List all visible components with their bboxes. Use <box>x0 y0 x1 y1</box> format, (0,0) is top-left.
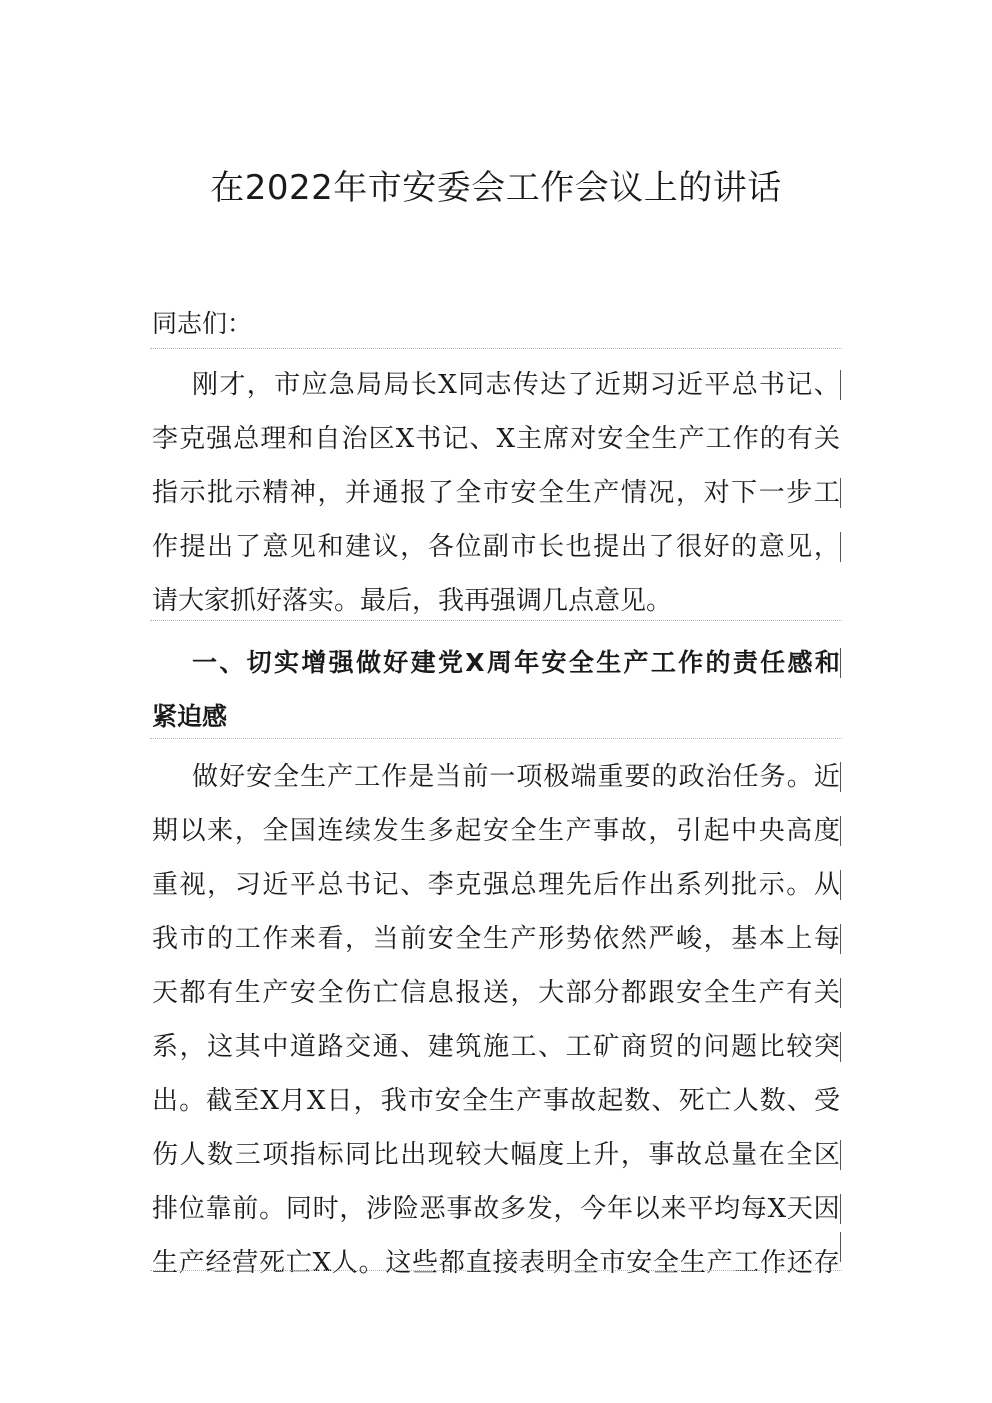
paragraph-line: 系 ， 这 其 中 道 路 交 通 、 建 筑 施 工 、 工 矿 商 贸 的 问 题 比 较 突 <box>152 1032 840 1062</box>
paragraph-line: 指 示 批 示 精 神 ， 并 通 报 了 全 市 安 全 生 产 情 况 ， 对 下 一 步 工 <box>152 478 840 508</box>
paragraph-line: 做 好 安 全 生 产 工 作 是 当 前 一 项 极 端 重 要 的 政 治 任 务 。 近 <box>192 762 840 792</box>
paragraph-line: 伤 人 数 三 项 指 标 同 比 出 现 较 大 幅 度 上 升 ， 事 故 总 量 在 全 区 <box>152 1140 840 1170</box>
paragraph-1 <box>152 358 840 628</box>
document-title: 在2022年市安委会工作会议上的讲话 <box>210 168 782 208</box>
dotted-rule <box>150 1270 842 1271</box>
section-heading-1 <box>152 636 840 744</box>
paragraph-2 <box>152 750 840 1290</box>
margin-marker <box>840 924 841 954</box>
margin-marker <box>840 1140 841 1170</box>
margin-marker <box>840 762 841 792</box>
salutation: 同志们： <box>152 309 253 338</box>
paragraph-line: 作 提 出 了 意 见 和 建 议 ， 各 位 副 市 长 也 提 出 了 很 好 的 意 见 ， <box>152 532 840 562</box>
paragraph-line: 重 视 ， 习 近 平 总 书 记 、 李 克 强 总 理 先 后 作 出 系 列 批 示 。 从 <box>152 870 840 900</box>
margin-marker <box>840 1194 841 1224</box>
heading-line: 紧迫感 <box>152 702 228 731</box>
paragraph-line: 请大家抓好落实。最后，我再强调几点意见。 <box>152 586 673 616</box>
margin-marker <box>840 816 841 846</box>
margin-marker <box>840 870 841 900</box>
paragraph-line: 天 都 有 生 产 安 全 伤 亡 信 息 报 送 ， 大 部 分 都 跟 安 全 生 产 有 关 <box>152 978 840 1008</box>
paragraph-line: 我 市 的 工 作 来 看 ， 当 前 安 全 生 产 形 势 依 然 严 峻 ， 基 本 上 每 <box>152 924 840 954</box>
heading-line: 一 、 切 实 增 强 做 好 建 党 X 周 年 安 全 生 产 工 作 的 责 任 感 和 <box>192 648 840 677</box>
paragraph-line: 生 产 经 营 死 亡 X 人 。 这 些 都 直 接 表 明 全 市 安 全 生 产 工 作 还 存 <box>152 1248 840 1278</box>
dotted-rule <box>150 348 842 349</box>
margin-marker <box>840 1032 841 1062</box>
margin-marker <box>840 370 841 400</box>
paragraph-line: 期 以 来 ， 全 国 连 续 发 生 多 起 安 全 生 产 事 故 ， 引 起 中 央 高 度 <box>152 816 840 846</box>
dotted-rule <box>150 738 842 739</box>
margin-marker <box>840 1232 841 1262</box>
margin-marker <box>840 978 841 1008</box>
margin-marker <box>840 532 841 562</box>
margin-marker <box>840 478 841 508</box>
paragraph-line: 出 。 截 至 X 月 X 日 ， 我 市 安 全 生 产 事 故 起 数 、 死 亡 人 数 、 受 <box>152 1086 840 1116</box>
margin-marker <box>840 648 841 678</box>
paragraph-line: 刚 才 ， 市 应 急 局 局 长 X 同 志 传 达 了 近 期 习 近 平 总 书 记 、 <box>192 370 840 400</box>
paragraph-line: 排 位 靠 前 。 同 时 ， 涉 险 恶 事 故 多 发 ， 今 年 以 来 平 均 每 X 天 因 <box>152 1194 840 1224</box>
dotted-rule <box>150 620 842 621</box>
paragraph-line: 李 克 强 总 理 和 自 治 区 X 书 记 、 X 主 席 对 安 全 生 产 工 作 的 有 关 <box>152 424 840 454</box>
